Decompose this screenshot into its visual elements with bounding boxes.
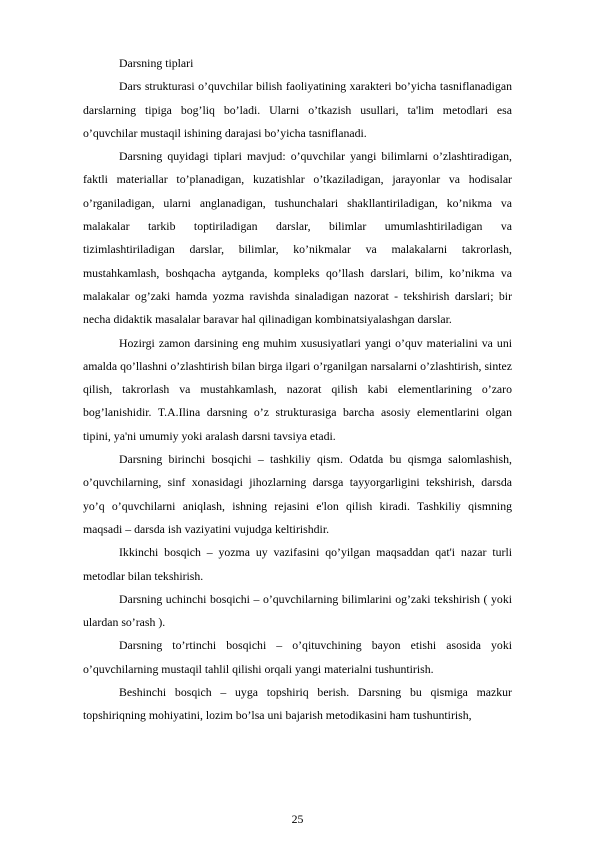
paragraph-uchinchi-bosqich: Darsning uchinchi bosqichi – o’quvchilarning bilimlarini og’zaki tekshirish ( yoki ulardan so’rash ). [83, 591, 512, 630]
paragraph-darsning-tiplari: Darsning quyidagi tiplari mavjud: o’quvchilar yangi bilimlarni o’zlashtiradigan, faktli materiallar to’planadigan, kuzatishlar o’tkaziladigan, jarayonlar va hodisalar o’rganiladigan, ularni anglanadigan, tushunchalari shakllantiriladigan, ko’nikma va malakalar tarkib toptiriladigan darslar, bilimlar umumlashtiriladigan va tizimlashtiriladigan darslar, bilimlar, ko’nikmalar va malakalarni takrorlash, mustahkamlash, boshqacha aytganda, kompleks qo’llash darslari, bilim, ko’nikma va malakalar og’zaki hamda yozma ravishda sinaladigan nazorat - tekshirish darslari; bir necha didaktik masalalar baravar hal qilinadigan kombinatsiyalashgan darslar. [83, 149, 512, 327]
paragraph-beshinchi-bosqich: Beshinchi bosqich – uyga topshiriq berish. Darsning bu qismiga mazkur topshiriqning mohiyatini, lozim bo’lsa uni bajarish metodikasini ham tushuntirish, [83, 685, 512, 723]
paragraph-hozirgi-zamon: Hozirgi zamon darsining eng muhim xususiyatlari yangi o’quv materialini va uni amalda qo’llashni o’zlashtirish bilan birga ilgari o’rganilgan narsalarni o’zlashtirish, sintez qilish, takrorlash va mustahkamlash, nazorat qilish kabi elementlarining o’zaro bog’lanishidir. T.A.Ilina darsning o’z strukturasiga barcha asosiy elementlarini olgan tipini, ya'ni umumiy yoki aralash darsni tavsiya etadi. [83, 335, 512, 443]
document-body [83, 52, 512, 728]
paragraph-ikkinchi-bosqich: Ikkinchi bosqich – yozma uy vazifasini qo’yilgan maqsaddan qat'i nazar turli metodlar bilan tekshirish. [83, 545, 512, 583]
paragraph-tortinchi-bosqich: Darsning to’rtinchi bosqichi – o’qituvchining bayon etishi asosida yoki o’quvchilarning mustaqil tahlil qilishi orqali yangi materialni tushuntirish. [83, 638, 512, 676]
paragraph-dars-strukturasi: Dars strukturasi o’quvchilar bilish faoliyatining xarakteri bo’yicha tasniflanadigan darslarning tipiga bog’liq bo’ladi. Ularni o’tkazish usullari, ta'lim metodlari esa o’quvchilar mustaqil ishining darajasi bo’yicha tasniflanadi. [83, 79, 512, 140]
section-heading: Darsning tiplari [119, 56, 194, 70]
page-number: 25 [291, 812, 304, 826]
paragraph-birinchi-bosqich: Darsning birinchi bosqichi – tashkiliy qism. Odatda bu qismga salomlashish, o’quvchilarning, sinf xonasidagi jihozlarning darsga tayyorgarligini tekshirish, darsda yo’q o’quvchilarni aniqlash, ishning rejasini e'lon qilish kiradi. Tashkiliy qismning maqsadi – darsda ish vaziyatini vujudga keltirishdir. [83, 452, 512, 536]
